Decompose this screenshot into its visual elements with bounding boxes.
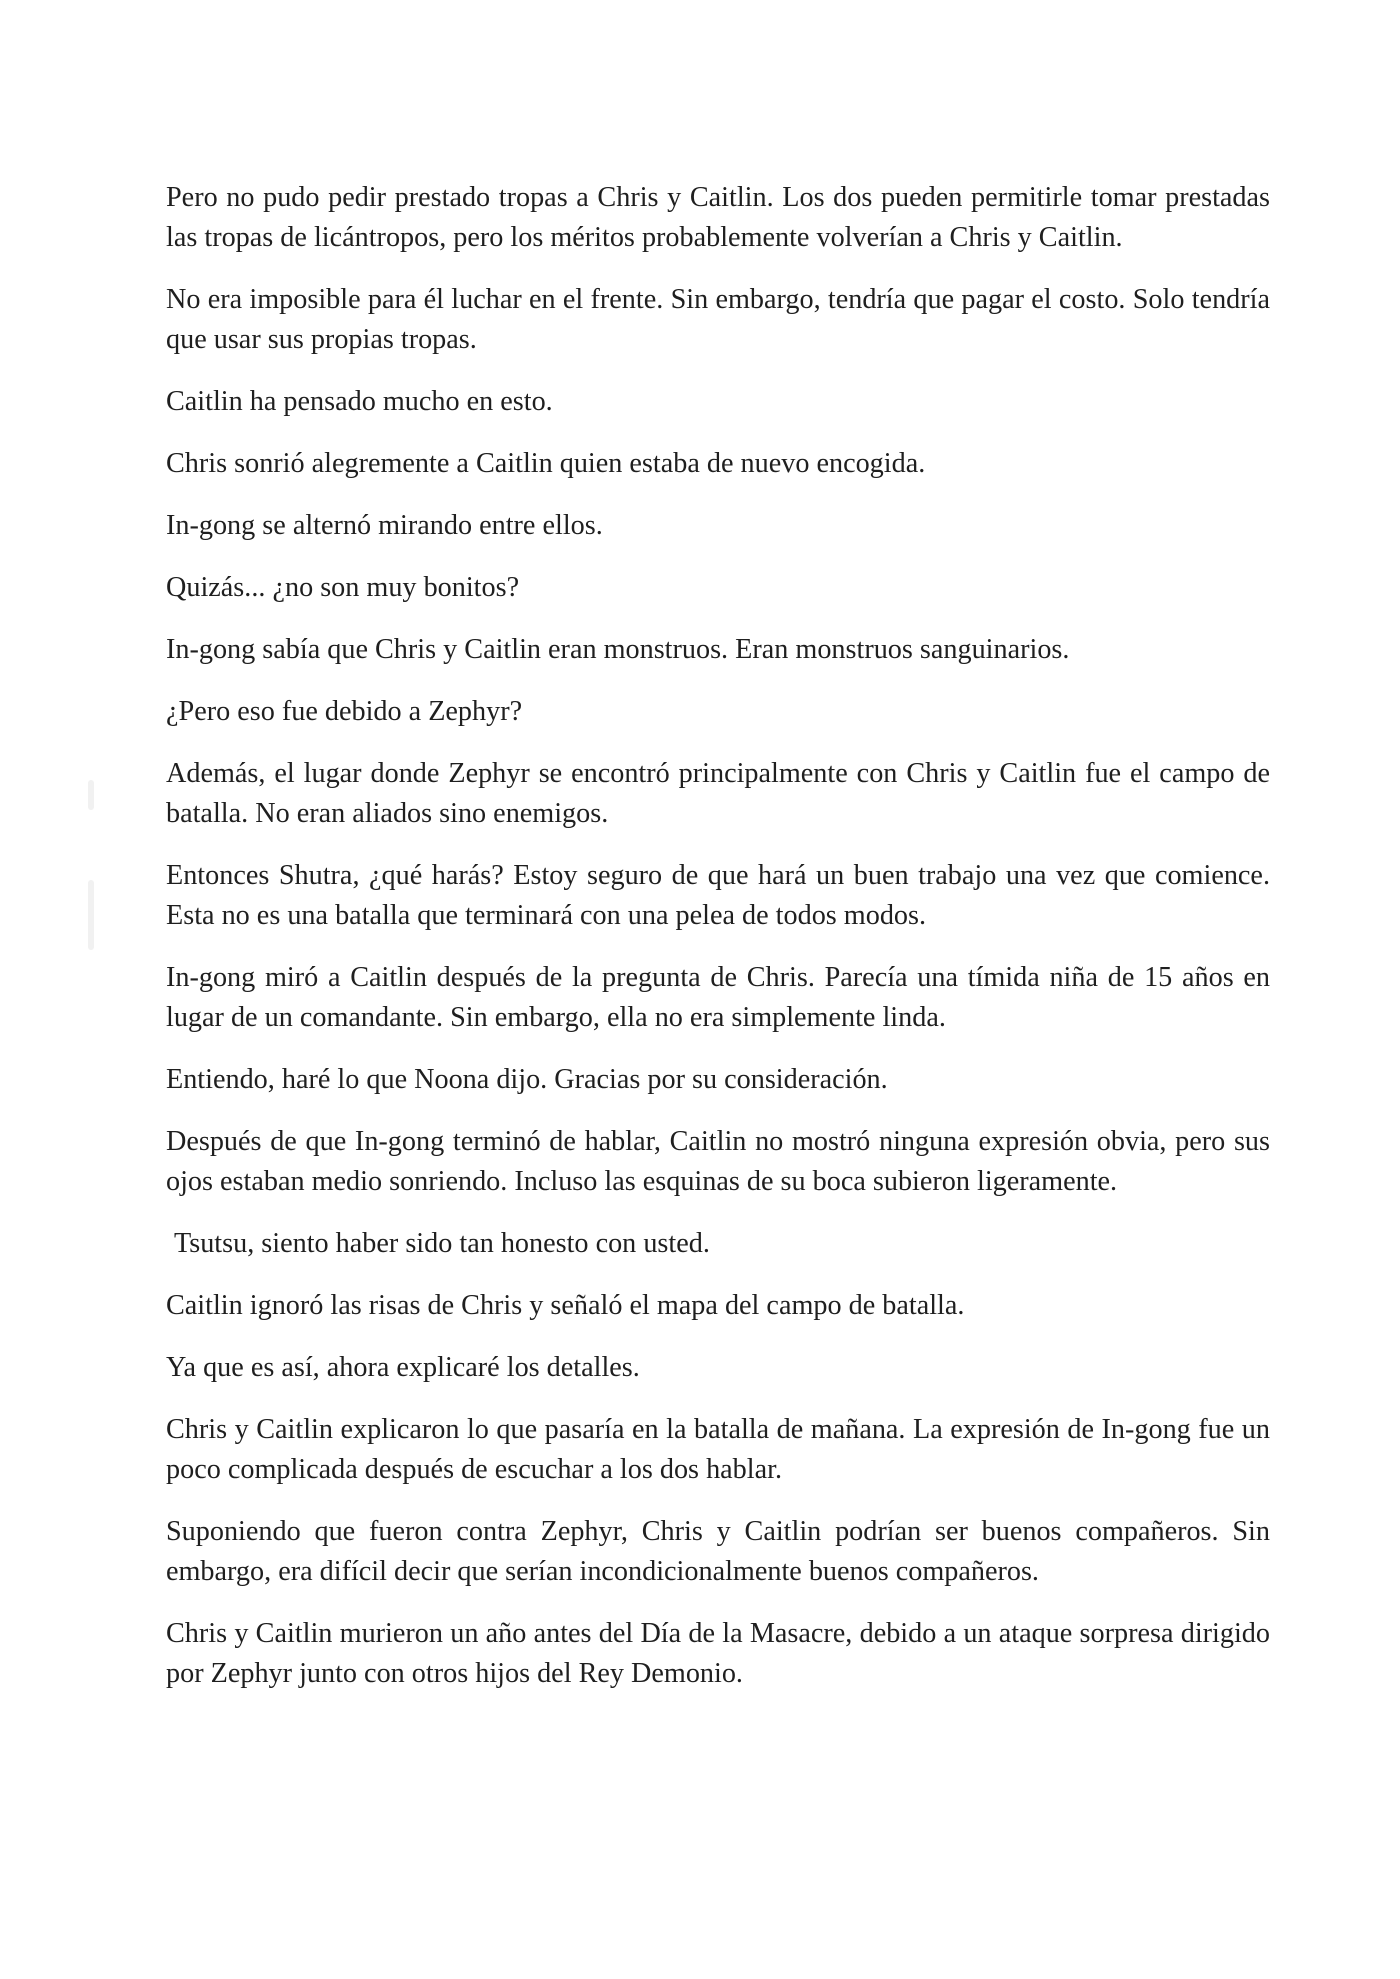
- paragraph: Quizás... ¿no son muy bonitos?: [166, 572, 520, 603]
- paragraph: In-gong se alternó mirando entre ellos.: [166, 510, 603, 541]
- paragraph: Caitlin ignoró las risas de Chris y señaló el mapa del campo de batalla.: [166, 1290, 965, 1321]
- scan-artifact-mark: [88, 780, 94, 810]
- paragraph: Pero no pudo pedir prestado tropas a Chris y Caitlin. Los dos pueden permitirle tomar prestadas las tropas de licántropos, pero los méritos probablemente volverían a Chris y Caitlin.: [166, 182, 1270, 253]
- paragraph: ¿Pero eso fue debido a Zephyr?: [166, 696, 523, 727]
- body-text-column: [166, 178, 1270, 1716]
- paragraph: Después de que In-gong terminó de hablar, Caitlin no mostró ninguna expresión obvia, pero sus ojos estaban medio sonriendo. Incluso las esquinas de su boca subieron ligeramente.: [166, 1126, 1270, 1197]
- paragraph: Además, el lugar donde Zephyr se encontró principalmente con Chris y Caitlin fue el campo de batalla. No eran aliados sino enemigos.: [166, 758, 1270, 829]
- paragraph: Chris y Caitlin explicaron lo que pasaría en la batalla de mañana. La expresión de In-gong fue un poco complicada después de escuchar a los dos hablar.: [166, 1414, 1270, 1485]
- paragraph: In-gong sabía que Chris y Caitlin eran monstruos. Eran monstruos sanguinarios.: [166, 634, 1070, 665]
- paragraph: Caitlin ha pensado mucho en esto.: [166, 386, 553, 417]
- paragraph: Entonces Shutra, ¿qué harás? Estoy seguro de que hará un buen trabajo una vez que comience. Esta no es una batalla que terminará con una pelea de todos modos.: [166, 860, 1270, 931]
- paragraph: Chris sonrió alegremente a Caitlin quien estaba de nuevo encogida.: [166, 448, 926, 479]
- paragraph: Entiendo, haré lo que Noona dijo. Gracias por su consideración.: [166, 1064, 888, 1095]
- paragraph: No era imposible para él luchar en el frente. Sin embargo, tendría que pagar el costo. Solo tendría que usar sus propias tropas.: [166, 284, 1270, 355]
- paragraph: In-gong miró a Caitlin después de la pregunta de Chris. Parecía una tímida niña de 15 años en lugar de un comandante. Sin embargo, ella no era simplemente linda.: [166, 962, 1270, 1033]
- paragraph: Tsutsu, siento haber sido tan honesto con usted.: [174, 1228, 710, 1259]
- paragraph: Chris y Caitlin murieron un año antes del Día de la Masacre, debido a un ataque sorpresa dirigido por Zephyr junto con otros hijos del Rey Demonio.: [166, 1618, 1270, 1689]
- paragraph: Suponiendo que fueron contra Zephyr, Chris y Caitlin podrían ser buenos compañeros. Sin embargo, era difícil decir que serían incondicionalmente buenos compañeros.: [166, 1516, 1270, 1587]
- paragraph: Ya que es así, ahora explicaré los detalles.: [166, 1352, 640, 1383]
- scan-artifact-mark: [88, 880, 94, 950]
